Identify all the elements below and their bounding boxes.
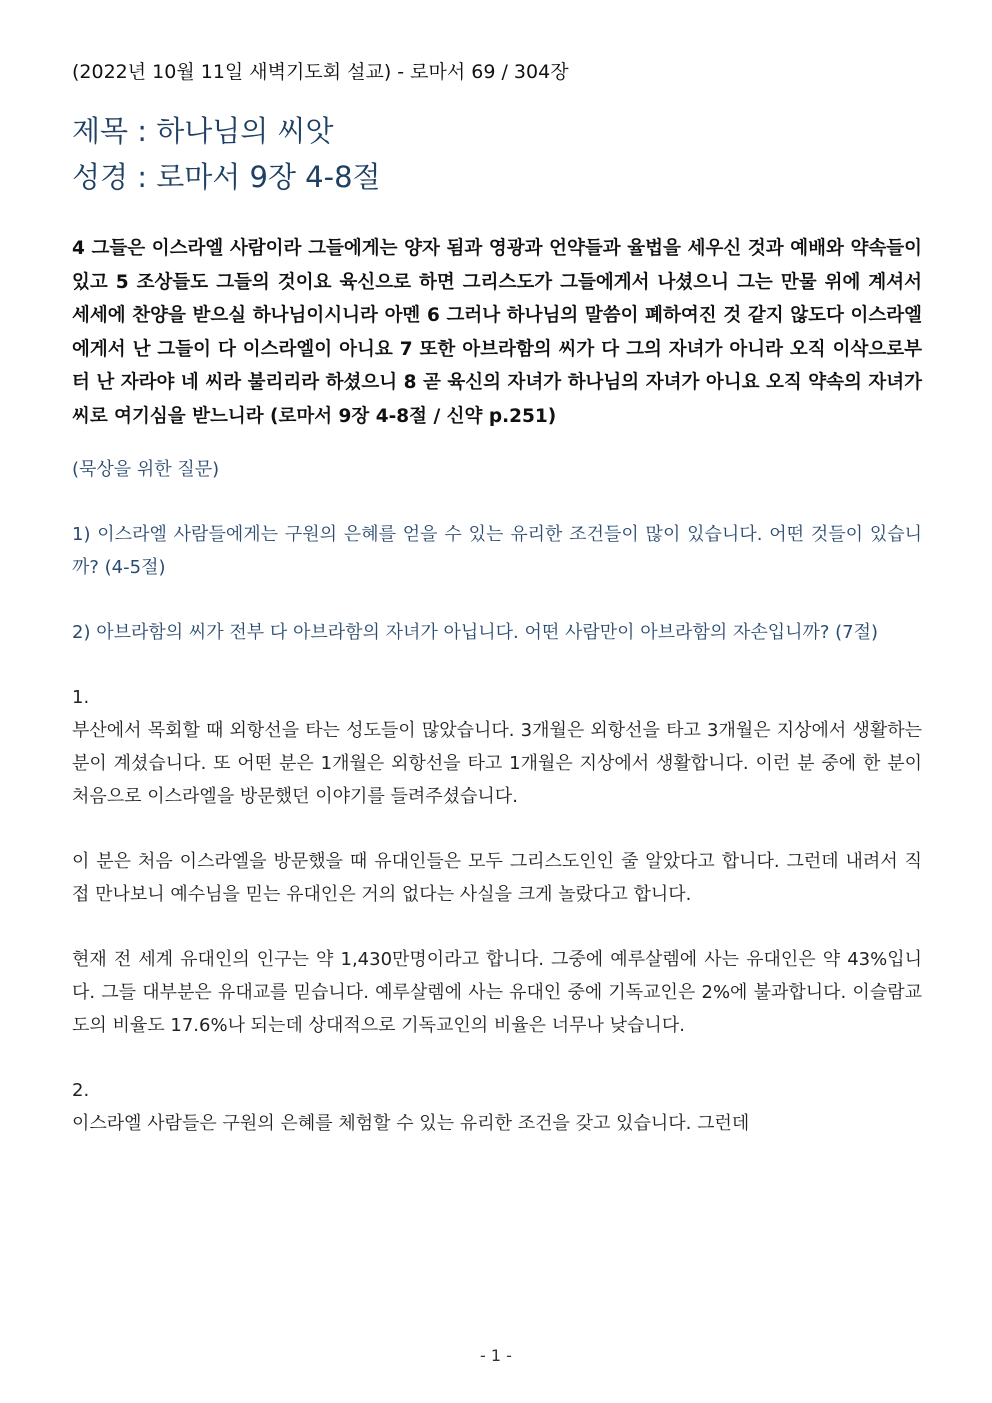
body-paragraph: 부산에서 목회할 때 외항선을 타는 성도들이 많았습니다. 3개월은 외항선을 타고 3개월은 지상에서 생활하는 분이 계셨습니다. 또 어떤 분은 1개월은 외항선을 타고 1개월은 지상에서 생활합니다. 이런 분 중에 한 분이 처음으로 이스라엘을 방문했던 이야기를 들려주셨습니다. <box>72 720 922 807</box>
body-paragraph: 현재 전 세계 유대인의 인구는 약 1,430만명이라고 합니다. 그중에 예루살렘에 사는 유대인은 약 43%입니다. 그들 대부분은 유대교를 믿습니다. 예루살렘에 사는 유대인 중에 기독교인은 2%에 불과합니다. 이슬람교도의 비율도 17.6%나 되는데 상대적으로 기독교인의 비율은 너무나 낮습니다. <box>72 949 922 1036</box>
title-block <box>72 108 922 200</box>
meditation-question-2: 2) 아브라함의 씨가 전부 다 아브라함의 자녀가 아닙니다. 어떤 사람만이 아브라함의 자손입니까? (7절) <box>72 622 879 643</box>
section-number-2: 2. <box>72 1080 90 1101</box>
sermon-title: 제목 : 하나님의 씨앗 <box>72 114 334 148</box>
sermon-header: (2022년 10월 11일 새벽기도회 설교) - 로마서 69 / 304장 <box>72 61 569 83</box>
section-number-1: 1. <box>72 687 90 708</box>
document-page <box>72 58 922 1140</box>
scripture-text: 4 그들은 이스라엘 사람이라 그들에게는 양자 됨과 영광과 언약들과 율법을 세우신 것과 예배와 약속들이 있고 5 조상들도 그들의 것이요 육신으로 하면 그리스도가 그들에게서 나셨으니 그는 만물 위에 계셔서 세세에 찬양을 받으실 하나님이시니라 아멘 6 그러나 하나님의 말씀이 폐하여진 것 같지 않도다 이스라엘에게서 난 그들이 다 이스라엘이 아니요 7 또한 아브라함의 씨가 다 그의 자녀가 아니라 오직 이삭으로부터 난 자라야 네 씨라 불리리라 하셨으니 8 곧 육신의 자녀가 하나님의 자녀가 아니요 오직 약속의 자녀가 씨로 여기심을 받느니라 (로마서 9장 4-8절 / 신약 p.251) <box>72 238 922 427</box>
scripture-reference: 성경 : 로마서 9장 4-8절 <box>72 160 381 194</box>
meditation-question-1: 1) 이스라엘 사람들에게는 구원의 은혜를 얻을 수 있는 유리한 조건들이 많이 있습니다. 어떤 것들이 있습니까? (4-5절) <box>72 524 922 578</box>
page-number: - 1 - <box>480 1346 512 1365</box>
body-paragraph: 이 분은 처음 이스라엘을 방문했을 때 유대인들은 모두 그리스도인인 줄 알았다고 합니다. 그런데 내려서 직접 만나보니 예수님을 믿는 유대인은 거의 없다는 사실을 크게 놀랐다고 합니다. <box>72 851 922 905</box>
body-paragraph: 이스라엘 사람들은 구원의 은혜를 체험할 수 있는 유리한 조건을 갖고 있습니다. 그런데 <box>72 1113 750 1134</box>
meditation-heading: (묵상을 위한 질문) <box>72 459 220 480</box>
